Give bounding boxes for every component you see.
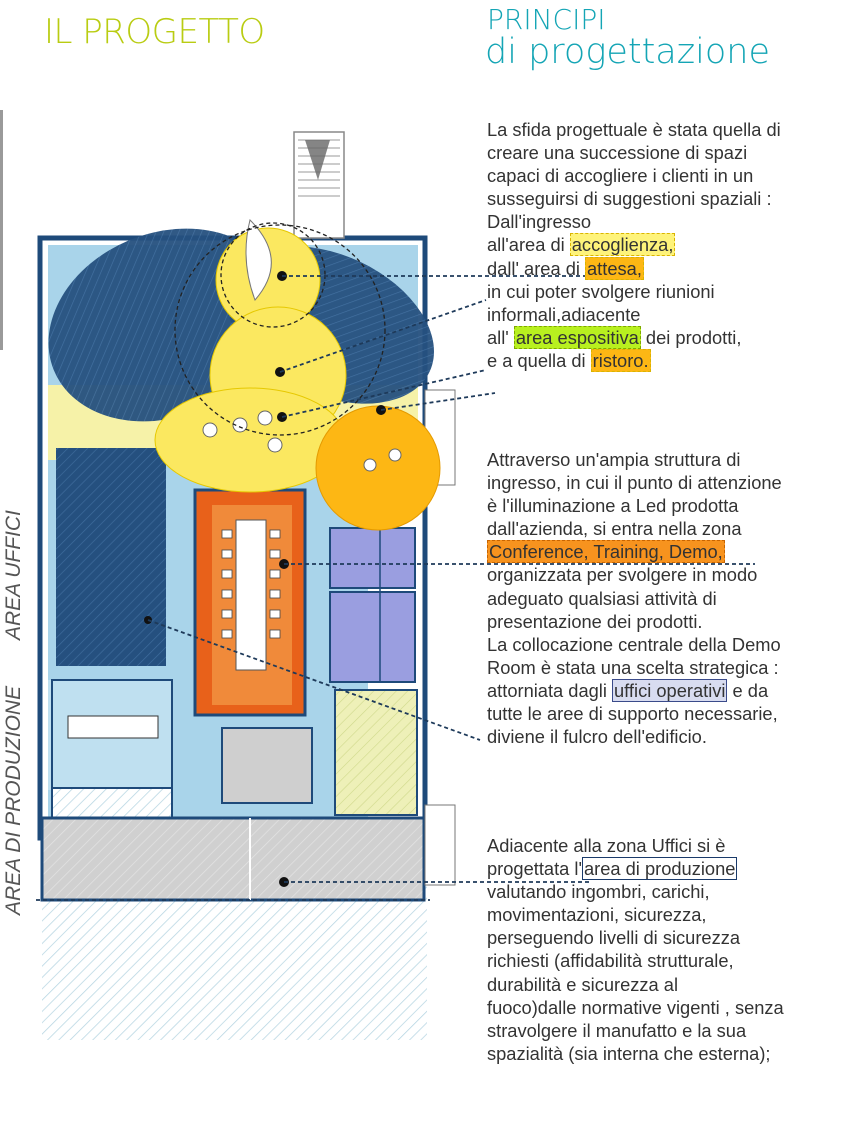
text-line: susseguirsi di suggestioni spaziali : [487,188,772,210]
highlight-attesa: attesa, [587,257,642,279]
edge-rule [0,110,3,350]
support-area [335,690,417,815]
paragraph-demo-room [487,448,837,748]
text-line: Room è stata una scelta strategica : [487,656,779,678]
text-line: ingresso, in cui il punto di attenzione [487,472,782,494]
highlight-accoglienza: accoglienza, [571,234,674,256]
text-line: La collocazione centrale della Demo [487,633,781,655]
principles-subtitle: di progettazione [485,32,770,72]
highlight-uffici-operativi: uffici operativi [614,679,726,701]
text-line: Attraverso un'ampia struttura di [487,449,741,470]
highlight-area-espositiva: area espositiva [515,326,639,348]
floor-plan [0,80,470,1050]
text-line: progettata l' area di produzione [487,858,736,880]
section-title: IL PROGETTO [44,12,265,52]
text-line: durabilità e sicurezza al [487,973,679,995]
text-line: dall' area di attesa, [487,257,642,279]
text-line: Dall'ingresso [487,211,592,233]
text-line: valutando ingombri, carichi, [487,881,710,903]
text-line: organizzata per svolgere in modo [487,564,758,586]
text-line: tutte le aree di supporto necessarie, [487,703,778,725]
text-line: presentazione dei prodotti. [487,610,703,632]
text-line: stravolgere il manufatto e la sua [487,1019,747,1041]
principles-title: PRINCIPI [487,3,606,36]
highlight-conference: Conference, Training, Demo, [489,541,723,563]
text-line: Adiacente alla zona Uffici si è [487,835,726,856]
paragraph-production [487,834,837,1065]
paragraph-intro [487,118,837,372]
text-line: dall'azienda, si entra nella zona [487,518,742,540]
text-line: movimentazioni, sicurezza, [487,904,707,926]
highlight-area-produzione: area di produzione [583,858,736,880]
highlight-ristoro: ristoro. [592,349,649,371]
text-line: creare una successione di spazi [487,142,748,164]
text-line: all' area espositiva dei prodotti, [487,326,742,348]
area-produzione-label: AREA DI PRODUZIONE [2,685,25,915]
area-uffici-label: AREA UFFICI [2,510,25,640]
operative-offices [330,528,415,588]
text-line [487,540,837,563]
text-line: adeguato qualsiasi attività di [487,587,717,609]
text-line: fuoco)dalle normative vigenti , senza [487,996,784,1018]
text-line: informali,adiacente [487,303,641,325]
text-line: richiesti (affidabilità strutturale, [487,950,734,972]
office-block [56,448,166,666]
production-area [42,818,424,900]
ristoro-circle [316,406,440,530]
text-line: all'area di accoglienza, [487,234,674,256]
text-line: attorniata dagli uffici operativi e da [487,679,769,701]
text-line: in cui poter svolgere riunioni [487,280,715,302]
text-line: capaci di accogliere i clienti in un [487,165,754,187]
text-line: spazialità (sia interna che esterna); [487,1042,771,1064]
text-line: e a quella di ristoro. [487,349,649,371]
text-line: diviene il fulcro dell'edificio. [487,726,707,748]
text-line: è l'illuminazione a Led prodotta [487,495,739,517]
text-line: La sfida progettuale è stata quella di [487,119,781,140]
text-line: perseguendo livelli di sicurezza [487,927,741,949]
